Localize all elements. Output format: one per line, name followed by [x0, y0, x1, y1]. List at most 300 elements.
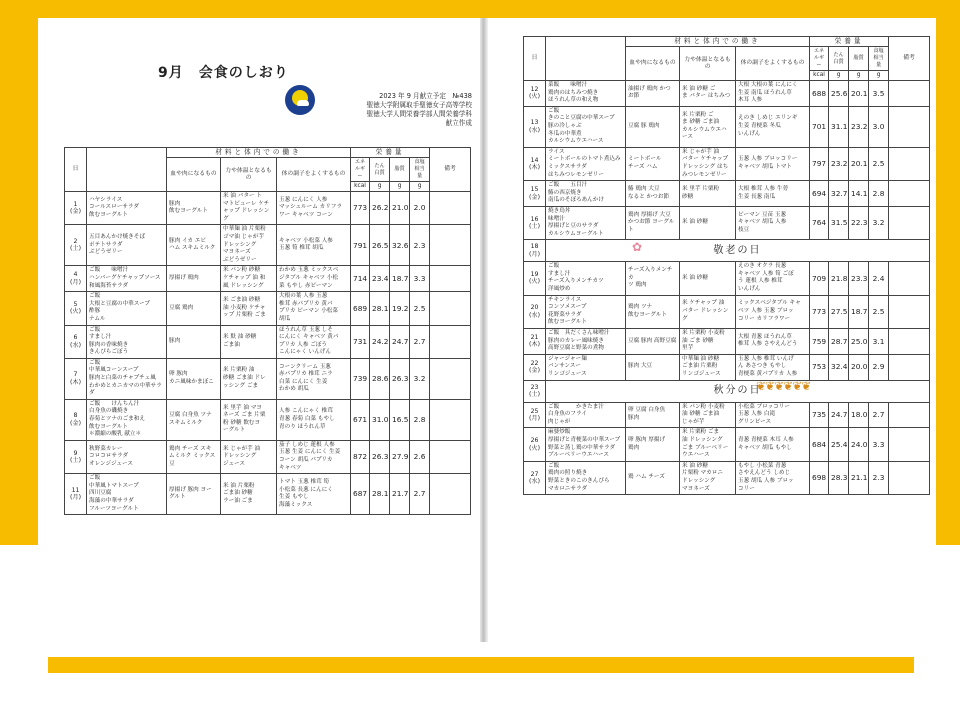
menu-cell: 五目あんかけ焼きそば ポテトサラダ ぶどうゼリー: [87, 225, 167, 266]
day-number: 13: [530, 119, 539, 127]
fat-cell: 18.7: [390, 266, 410, 292]
salt-cell: 2.5: [869, 295, 889, 328]
regulating-foods-cell: えのき オクラ 長葱 キャベツ 人参 筍 ごぼ う 蓮根 人参 椎茸 いんげん: [736, 262, 810, 295]
protein-cell: 31.0: [370, 399, 390, 440]
salt-cell: 2.9: [869, 354, 889, 380]
day-header: 日: [524, 37, 546, 81]
kcal-cell: 739: [351, 358, 370, 399]
blood-foods-cell: 厚揚げ 鶏肉: [167, 266, 221, 292]
date-cell: [65, 358, 87, 399]
date-cell: [524, 295, 546, 328]
table-row: [524, 428, 930, 461]
energy-foods-cell: 米 パン粉 小麦粉 油 砂糖 ごま油 じゃが芋: [680, 402, 736, 428]
blood-foods-cell: 鶏肉 チーズ スキ ムミルク ミックス 豆: [167, 440, 221, 473]
protein-cell: 23.2: [829, 147, 849, 180]
date-cell: [65, 266, 87, 292]
protein-cell: 26.3: [370, 440, 390, 473]
energy-foods-cell: 米 油 砂糖: [680, 206, 736, 239]
regulating-foods-header: 体の調子をよくするもの: [277, 158, 351, 192]
kcal-cell: 701: [810, 106, 829, 147]
day-of-week: (火): [528, 93, 540, 101]
day-header: 日: [65, 148, 87, 192]
day-of-week: (火): [528, 444, 540, 452]
date-cell: [524, 354, 546, 380]
salt-cell: 2.6: [410, 440, 430, 473]
date-cell: [65, 440, 87, 473]
kcal-cell: 694: [810, 181, 829, 207]
regulating-foods-cell: もやし 小松菜 青葱 さやえんどう しめじ 玉葱 胡瓜 人参 ブロッ コリー: [736, 461, 810, 494]
kcal-cell: 671: [351, 399, 370, 440]
salt-cell: 3.1: [869, 329, 889, 355]
day-of-week: (金): [528, 193, 540, 201]
protein-cell: 26.2: [370, 192, 390, 225]
protein-cell: 28.3: [829, 461, 849, 494]
regulating-foods-cell: トマト 玉葱 椎茸 筍 小松菜 長葱 にんにく 生姜 もやし 海藻ミックス: [277, 474, 351, 515]
kcal-cell: 872: [351, 440, 370, 473]
menu-cell: ジャージャー麺 バンサンスー リンゴジュース: [546, 354, 626, 380]
protein-header: たん白質: [829, 47, 849, 71]
date-cell: [65, 292, 87, 325]
day-number: 7: [73, 371, 78, 379]
protein-cell: 31.5: [829, 206, 849, 239]
header-row: [524, 37, 930, 47]
table-row: [524, 147, 930, 180]
energy-foods-cell: 米 麩 油 砂糖 ごま油: [221, 325, 277, 358]
day-number: 11: [71, 486, 80, 494]
fat-cell: 25.0: [849, 329, 869, 355]
notes-cell: [430, 292, 471, 325]
date-cell: [524, 81, 546, 107]
notes-cell: [889, 402, 930, 428]
notes-cell: [430, 440, 471, 473]
document-title: 9月 会食のしおり: [158, 65, 289, 81]
day-of-week: (金): [528, 367, 540, 375]
day-of-week: (土): [528, 223, 540, 231]
notes-cell: [889, 147, 930, 180]
fat-cell: 21.0: [390, 192, 410, 225]
day-of-week: (土): [69, 245, 81, 253]
unit-g: g: [410, 182, 430, 192]
kcal-cell: 714: [351, 266, 370, 292]
table-row: [524, 295, 930, 328]
menu-cell: ご飯 かきたま汁 白身魚のフライ 肉じゃが: [546, 402, 626, 428]
blood-foods-cell: 鶏肉 ツナ 飲むヨーグルト: [626, 295, 680, 328]
day-number: 15: [530, 186, 539, 194]
protein-cell: 23.4: [370, 266, 390, 292]
regulating-foods-cell: 玉葱 にんにく 人参 マッシュルーム カリフラ ワー キャベツ コーン: [277, 192, 351, 225]
regulating-foods-cell: キャベツ 小松菜 人参 玉葱 筍 椎茸 胡瓜: [277, 225, 351, 266]
regulating-foods-header: 体の調子をよくするもの: [736, 47, 810, 81]
day-of-week: (月): [528, 414, 540, 422]
autumn-leaves-icon: ❦❦❦❦❦❦: [756, 380, 811, 393]
day-of-week: (木): [528, 163, 540, 171]
energy-foods-cell: 米 片栗粉 ごま 油 ドレッシング ごま ブルーベリー ウエハース: [680, 428, 736, 461]
day-number: 16: [530, 215, 539, 223]
notes-cell: [430, 399, 471, 440]
day-of-week: (月): [69, 278, 81, 286]
date-cell: [524, 147, 546, 180]
table-row: [524, 329, 930, 355]
menu-cell: ご飯 五目汁 鰆の西京焼き 南瓜のそぼろあんかけ: [546, 181, 626, 207]
date-cell: [524, 106, 546, 147]
protein-cell: 28.1: [370, 474, 390, 515]
regulating-foods-cell: ミックスベジタブル キャ ベツ 人参 玉葱 ブロッ コリー カリフラワー: [736, 295, 810, 328]
day-of-week: (水): [528, 477, 540, 485]
menu-header: [87, 148, 167, 192]
protein-cell: 28.6: [370, 358, 390, 399]
energy-header: エネルギー: [351, 158, 370, 182]
right-page: [488, 18, 936, 642]
info-line: 聖徳大学附属取手聖徳女子高等学校: [366, 101, 472, 109]
day-number: 21: [530, 334, 539, 342]
menu-cell: チキンライス コンソメスープ 花野菜サラダ 飲むヨーグルト: [546, 295, 626, 328]
notes-cell: [430, 192, 471, 225]
blood-foods-cell: 鶏 ハム チーズ: [626, 461, 680, 494]
fat-cell: 22.3: [849, 206, 869, 239]
menu-header: [546, 37, 626, 81]
day-of-week: (土): [528, 391, 540, 399]
salt-header: 食塩相当量: [410, 158, 430, 182]
bottom-accent-bar: [48, 657, 914, 673]
fat-cell: 27.9: [390, 440, 410, 473]
kcal-cell: 753: [810, 354, 829, 380]
regulating-foods-cell: わかめ 玉葱 ミックスベ ジタブル キャベツ 小松 菜 もやし 赤ピーマン: [277, 266, 351, 292]
protein-cell: 24.7: [829, 402, 849, 428]
salt-cell: 3.2: [869, 206, 889, 239]
kcal-cell: 791: [351, 225, 370, 266]
fat-cell: 19.2: [390, 292, 410, 325]
kcal-cell: 684: [810, 428, 829, 461]
info-line: 献立作成: [445, 119, 472, 127]
day-of-week: (木): [528, 341, 540, 349]
energy-foods-header: 力や体温となるもの: [680, 47, 736, 81]
regulating-foods-cell: 大根の葉 人参 玉葱 椎茸 赤パプリカ 黄パ プリカ ピーマン 小松菜 胡瓜: [277, 292, 351, 325]
day-number: 20: [530, 304, 539, 312]
salt-cell: 2.5: [410, 292, 430, 325]
notes-cell: [430, 325, 471, 358]
energy-foods-cell: 米 油 バター ト マトピューレ ケチ ャップ ドレッシン グ: [221, 192, 277, 225]
regulating-foods-cell: 玉葱 人参 椎茸 いんげ ん あさつき もやし 青梗菜 黄パプリカ 人参: [736, 354, 810, 380]
menu-table-left: [64, 147, 471, 515]
menu-cell: ハヤシライス コールスローサラダ 飲むヨーグルト: [87, 192, 167, 225]
fat-header: 脂質: [390, 158, 410, 182]
notes-cell: [889, 428, 930, 461]
notes-cell: [430, 266, 471, 292]
energy-foods-cell: 米 パン粉 砂糖 ケチャップ 油 和 風 ドレッシング: [221, 266, 277, 292]
protein-cell: 26.5: [370, 225, 390, 266]
energy-foods-cell: 米 片栗粉 ご ま 砂糖 ごま油 カルシウムウエハ ース: [680, 106, 736, 147]
blood-foods-header: 血や肉になるもの: [167, 158, 221, 192]
day-of-week: (水): [69, 341, 81, 349]
table-row: [65, 399, 471, 440]
blood-foods-cell: 厚揚げ 豚肉 ヨー グルト: [167, 474, 221, 515]
menu-cell: ご飯 中華風コーンスープ 豚肉と白菜のチャプチェ風 わかめとカニカマの中華サラダ: [87, 358, 167, 399]
notes-cell: [889, 295, 930, 328]
protein-cell: 25.6: [829, 81, 849, 107]
blood-foods-header: 血や肉になるもの: [626, 47, 680, 81]
day-number: 1: [73, 200, 78, 208]
regulating-foods-cell: 大根 青葱 ほうれん草 椎茸 人参 さやえんどう: [736, 329, 810, 355]
info-line: 2023 年 9 月献立予定 №438: [379, 92, 472, 100]
menu-cell: ご飯 中華風トマトスープ 四川豆腐 海藻の中華サラダ フルーツヨーグルト: [87, 474, 167, 515]
table-row: [524, 354, 930, 380]
kcal-cell: 773: [351, 192, 370, 225]
salt-cell: 2.7: [410, 474, 430, 515]
energy-header: エネルギー: [810, 47, 829, 71]
date-cell: [524, 181, 546, 207]
blood-foods-cell: 豆腐 豚肉 高野豆腐: [626, 329, 680, 355]
menu-cell: ご飯 きのこと豆腐の中華スープ 豚の冷しゃぶ 冬瓜の中華煮 カルシウムウエハース: [546, 106, 626, 147]
date-cell: [524, 428, 546, 461]
kcal-cell: 797: [810, 147, 829, 180]
energy-foods-header: 力や体温となるもの: [221, 158, 277, 192]
energy-foods-cell: 米 ごま油 砂糖 油 小麦粉 ケチャ ップ 片栗粉 ごま: [221, 292, 277, 325]
blood-foods-cell: 豚肉 イカ エビ ハム スキムミルク: [167, 225, 221, 266]
salt-cell: 3.0: [869, 106, 889, 147]
notes-cell: [889, 461, 930, 494]
fat-cell: 24.7: [390, 325, 410, 358]
day-number: 25: [530, 407, 539, 415]
table-row: [524, 380, 930, 402]
menu-cell: ご飯 すまし汁 チーズ入りメンチカツ 洋風炒め: [546, 262, 626, 295]
header-row: [65, 148, 471, 158]
nutrition-group-header: 栄養量: [351, 148, 430, 158]
day-of-week: (金): [69, 208, 81, 216]
protein-cell: 32.4: [829, 354, 849, 380]
protein-header: たん白質: [370, 158, 390, 182]
unit-g: g: [829, 71, 849, 81]
day-number: 26: [530, 437, 539, 445]
fat-cell: 32.6: [390, 225, 410, 266]
day-of-week: (火): [528, 278, 540, 286]
table-row: [65, 192, 471, 225]
notes-header: 備考: [430, 148, 471, 192]
day-of-week: (土): [69, 457, 81, 464]
menu-cell: ご飯 すまし汁 豚肉の香味焼き きんぴらごぼう: [87, 325, 167, 358]
kcal-cell: 735: [810, 402, 829, 428]
table-row: [524, 262, 930, 295]
menu-cell: 菜飯 味噌汁 鶏肉のはちみつ焼き ほうれん草の和え物: [546, 81, 626, 107]
fat-cell: 16.5: [390, 399, 410, 440]
unit-kcal: kcal: [810, 71, 829, 81]
table-row: [65, 358, 471, 399]
energy-foods-cell: 米 油 砂糖 片栗粉 マカロニ ドレッシング マヨネーズ: [680, 461, 736, 494]
table-row: [524, 461, 930, 494]
notes-cell: [430, 358, 471, 399]
salt-cell: 2.3: [410, 225, 430, 266]
table-row: [65, 474, 471, 515]
date-cell: [65, 225, 87, 266]
unit-g: g: [370, 182, 390, 192]
table-row: [65, 225, 471, 266]
materials-group-header: 材料と体内での働き: [626, 37, 810, 47]
salt-cell: 3.3: [869, 428, 889, 461]
salt-header: 食塩相当量: [869, 47, 889, 71]
regulating-foods-cell: 茄子 しめじ 蓮根 人参 玉葱 生姜 にんにく 生姜 コーン 胡瓜 パプリカ キャベツ: [277, 440, 351, 473]
regulating-foods-cell: 小松菜 ブロッコリー 玉葱 人参 白滝 グリンピース: [736, 402, 810, 428]
day-of-week: (月): [528, 250, 540, 258]
fat-cell: 23.3: [849, 262, 869, 295]
date-cell: [524, 240, 546, 262]
fat-cell: 20.0: [849, 354, 869, 380]
energy-foods-cell: 米 油 砂糖 ご ま バター はちみつ: [680, 81, 736, 107]
table-row: [524, 402, 930, 428]
table-row: [65, 266, 471, 292]
protein-cell: 28.1: [370, 292, 390, 325]
date-cell: [65, 399, 87, 440]
notes-cell: [430, 474, 471, 515]
menu-cell: 麻婆炒飯 厚揚げと青梗菜の中華スープ 野菜と蒸し鶏の中華サラダ ブルーベリーウエハース: [546, 428, 626, 461]
notes-cell: [889, 81, 930, 107]
unit-g: g: [849, 71, 869, 81]
table-row: [65, 292, 471, 325]
fat-cell: 18.7: [849, 295, 869, 328]
materials-group-header: 材料と体内での働き: [167, 148, 351, 158]
day-of-week: (水): [528, 311, 540, 319]
date-cell: [65, 474, 87, 515]
blood-foods-cell: 卵 豚肉 厚揚げ 鶏肉: [626, 428, 680, 461]
fat-cell: 26.3: [390, 358, 410, 399]
table-row: [524, 206, 930, 239]
holiday-cell: 秋分の日 ❦❦❦❦❦❦: [546, 380, 930, 402]
regulating-foods-cell: えのき しめじ エリンギ 生姜 青梗菜 冬瓜 いんげん: [736, 106, 810, 147]
blood-foods-cell: 豆腐 鶏肉: [167, 292, 221, 325]
menu-cell: ご飯 けんちん汁 白身魚の磯焼き 春菊とツナのごま和え 飲むヨーグルト ＊濃縮の酸乳 献立＊: [87, 399, 167, 440]
salt-cell: 2.3: [869, 461, 889, 494]
info-line: 聖徳大学人間栄養学部人間栄養学科: [366, 110, 472, 118]
fat-cell: 21.7: [390, 474, 410, 515]
salt-cell: 2.7: [869, 402, 889, 428]
unit-kcal: kcal: [351, 182, 370, 192]
fat-cell: 24.0: [849, 428, 869, 461]
notes-cell: [889, 354, 930, 380]
notes-cell: [889, 206, 930, 239]
page-gutter: [480, 18, 488, 642]
blood-foods-cell: ミートボール チーズ ハム: [626, 147, 680, 180]
day-number: 19: [530, 271, 539, 279]
salt-cell: 3.5: [869, 81, 889, 107]
blood-foods-cell: 鶏肉 厚揚げ 大豆 かつお節 ヨーグルト: [626, 206, 680, 239]
fat-header: 脂質: [849, 47, 869, 71]
salt-cell: 3.3: [410, 266, 430, 292]
protein-cell: 24.2: [370, 325, 390, 358]
kcal-cell: 709: [810, 262, 829, 295]
day-number: 14: [530, 156, 539, 164]
notes-cell: [889, 329, 930, 355]
kcal-cell: 764: [810, 206, 829, 239]
menu-cell: ご飯 味噌汁 ハンバーグケチャップソース 和風海苔サラダ: [87, 266, 167, 292]
flower-icon: ✿: [632, 240, 645, 255]
nutrition-group-header: 栄養量: [810, 37, 889, 47]
day-number: 5: [73, 300, 78, 308]
fat-cell: 23.2: [849, 106, 869, 147]
salt-cell: 3.2: [410, 358, 430, 399]
blood-foods-cell: 卵 豆腐 白身魚 豚肉: [626, 402, 680, 428]
regulating-foods-cell: コーンクリーム 玉葱 赤パプリカ 椎茸 ニラ 白菜 にんにく 生姜 わかめ 胡瓜: [277, 358, 351, 399]
blood-foods-cell: チーズ入りメンチカ ツ 鶏肉: [626, 262, 680, 295]
kcal-cell: 698: [810, 461, 829, 494]
salt-cell: 2.4: [869, 262, 889, 295]
notes-cell: [430, 225, 471, 266]
document-info: [332, 92, 472, 128]
fat-cell: 18.0: [849, 402, 869, 428]
unit-g: g: [390, 182, 410, 192]
date-cell: [524, 380, 546, 402]
date-cell: [65, 325, 87, 358]
notes-cell: [889, 106, 930, 147]
fat-cell: 21.1: [849, 461, 869, 494]
blood-foods-cell: 油揚げ 鶏肉 かつ お節: [626, 81, 680, 107]
protein-cell: 21.8: [829, 262, 849, 295]
right-accent-bar: [936, 0, 960, 545]
energy-foods-cell: 米 里芋 油 マヨ ネーズ ごま 片栗 粉 砂糖 飲むヨ ーグルト: [221, 399, 277, 440]
blood-foods-cell: 鰆 鶏肉 大豆 なると かつお節: [626, 181, 680, 207]
blood-foods-cell: 豆腐 豚 鶏肉: [626, 106, 680, 147]
day-number: 27: [530, 470, 539, 478]
day-number: 6: [73, 334, 78, 342]
day-number: 18: [530, 243, 539, 251]
blood-foods-cell: 卵 豚肉 カニ風味かまぼこ: [167, 358, 221, 399]
day-of-week: (木): [69, 378, 81, 386]
regulating-foods-cell: ほうれん草 玉葱 しそ にんにく キャベツ 黄パ プリカ 人参 ごぼう こんにゃく いんげん: [277, 325, 351, 358]
date-cell: [524, 262, 546, 295]
kcal-cell: 773: [810, 295, 829, 328]
moon-rabbit-logo: [285, 85, 315, 115]
date-cell: [524, 329, 546, 355]
day-number: 4: [73, 271, 78, 279]
energy-foods-cell: 米 片栗粉 油 砂糖 ごま油 ドレ ッシング ごま: [221, 358, 277, 399]
menu-cell: ご飯 大根と豆腐の中華スープ 酢豚 ナムル: [87, 292, 167, 325]
protein-cell: 25.4: [829, 428, 849, 461]
blood-foods-cell: 豚肉 大豆: [626, 354, 680, 380]
protein-cell: 32.7: [829, 181, 849, 207]
energy-foods-cell: 中華麺 油 片栗粉 ゴマ油 じゃが芋 ドレッシング マヨネーズ ぶどうゼリー: [221, 225, 277, 266]
energy-foods-cell: 米 ケチャップ 油 バター ドレッシン グ: [680, 295, 736, 328]
energy-foods-cell: 米 里芋 片栗粉 砂糖: [680, 181, 736, 207]
table-row: [65, 325, 471, 358]
table-row: [65, 440, 471, 473]
menu-cell: 焼き鳥丼 味噌汁 厚揚げと豆のサラダ カルシウムヨーグルト: [546, 206, 626, 239]
energy-foods-cell: 米 じゃが芋 油 バター ケチャップ ドレッシング はち みつレモンゼリー: [680, 147, 736, 180]
blood-foods-cell: 豚肉 飲むヨーグルト: [167, 192, 221, 225]
day-of-week: (水): [528, 126, 540, 134]
salt-cell: 2.7: [410, 325, 430, 358]
protein-cell: 28.7: [829, 329, 849, 355]
table-row: [524, 106, 930, 147]
salt-cell: 2.5: [869, 147, 889, 180]
day-of-week: (金): [69, 419, 81, 427]
regulating-foods-cell: 大根 大根の葉 にんにく 生姜 南瓜 ほうれん草 木耳 人参: [736, 81, 810, 107]
holiday-cell: 敬老の日 ✿: [546, 240, 930, 262]
energy-foods-cell: 米 油 砂糖: [680, 262, 736, 295]
date-cell: [524, 402, 546, 428]
energy-foods-cell: 米 油 片栗粉 ごま油 砂糖 ラー油 ごま: [221, 474, 277, 515]
left-accent-bar: [0, 0, 38, 545]
regulating-foods-cell: 人参 こんにゃく 椎茸 青葱 春菊 白菜 もやし 青のり ほうれん草: [277, 399, 351, 440]
day-number: 9: [73, 449, 78, 457]
menu-table-right: [523, 36, 930, 495]
unit-g: g: [869, 71, 889, 81]
menu-cell: 秋野菜カレー コロコロサラダ オレンジジュース: [87, 440, 167, 473]
date-cell: [524, 461, 546, 494]
table-row: [524, 240, 930, 262]
day-of-week: (月): [69, 494, 81, 502]
date-cell: [65, 192, 87, 225]
regulating-foods-cell: 青葱 青梗菜 木耳 人参 キャベツ 胡瓜 もやし: [736, 428, 810, 461]
left-page: [38, 18, 480, 642]
day-number: 22: [530, 359, 539, 367]
day-number: 12: [530, 85, 539, 93]
